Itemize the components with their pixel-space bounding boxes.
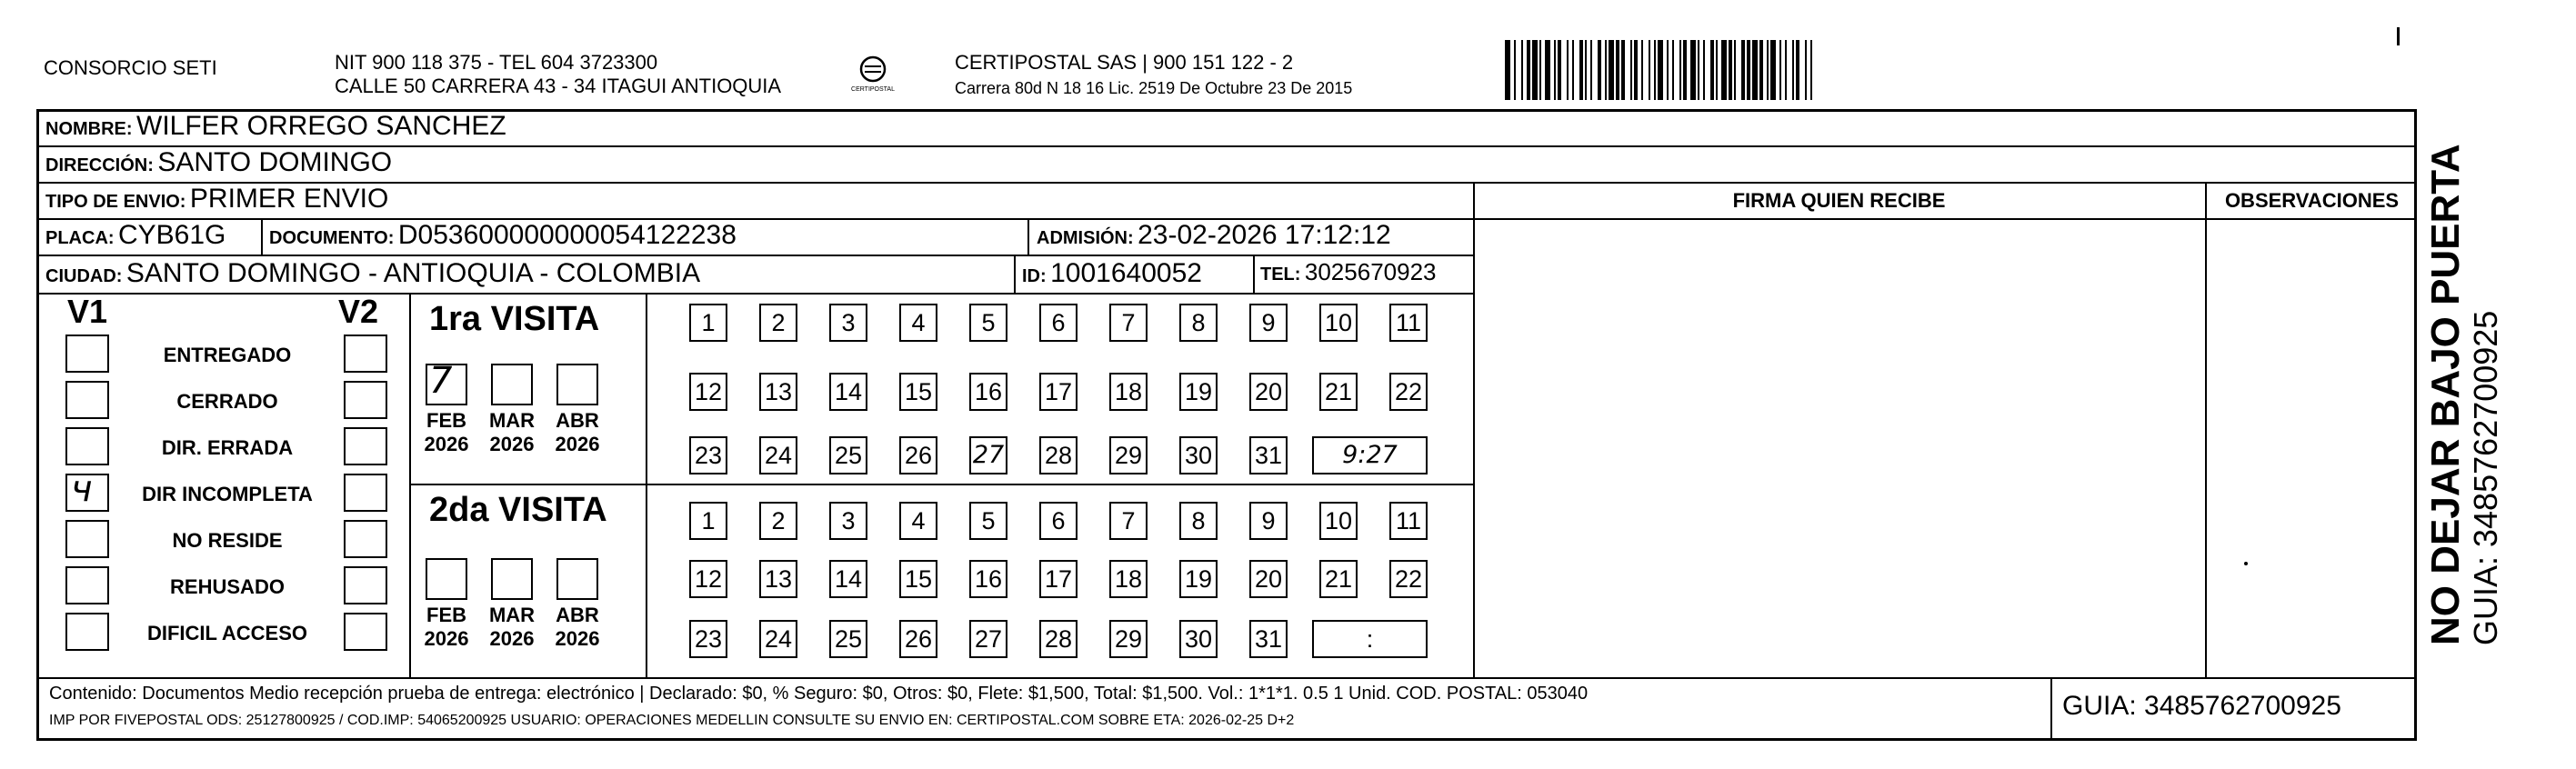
id-row: ID: 1001640052 bbox=[1022, 258, 1202, 288]
direccion-row: DIRECCIÓN: SANTO DOMINGO bbox=[45, 147, 393, 177]
day-checkbox[interactable]: 18 bbox=[1109, 560, 1148, 598]
v2-checkbox[interactable] bbox=[344, 381, 387, 419]
tel-row: TEL: 3025670923 bbox=[1260, 258, 1437, 285]
day-checkbox[interactable]: 14 bbox=[829, 560, 867, 598]
month-label: MAR 2026 bbox=[488, 409, 536, 455]
address-line: CALLE 50 CARRERA 43 - 34 ITAGUI ANTIOQUIA bbox=[335, 75, 782, 97]
day-checkbox[interactable]: 29 bbox=[1109, 436, 1148, 474]
nit-line: NIT 900 118 375 - TEL 604 3723300 bbox=[335, 51, 658, 74]
month-label: ABR 2026 bbox=[555, 409, 600, 455]
status-label: DIR INCOMPLETA bbox=[142, 483, 313, 505]
day-checkbox[interactable]: 24 bbox=[759, 620, 797, 658]
day-checkbox[interactable]: 23 bbox=[689, 436, 727, 474]
day-checkbox[interactable]: 8 bbox=[1179, 304, 1218, 342]
month-checkbox[interactable] bbox=[426, 360, 467, 405]
day-checkbox[interactable]: 15 bbox=[899, 560, 937, 598]
month-checkbox[interactable] bbox=[556, 558, 598, 600]
day-checkbox[interactable]: 14 bbox=[829, 373, 867, 411]
month-label: ABR 2026 bbox=[555, 604, 600, 650]
placa-value: CYB61G bbox=[118, 220, 226, 250]
v1-checkbox[interactable] bbox=[65, 381, 109, 419]
ciudad-value: SANTO DOMINGO - ANTIOQUIA - COLOMBIA bbox=[125, 258, 701, 288]
tel-value: 3025670923 bbox=[1304, 258, 1437, 285]
day-checkbox[interactable]: 31 bbox=[1249, 436, 1288, 474]
dot-mark bbox=[2244, 562, 2248, 565]
day-checkbox[interactable]: 4 bbox=[899, 304, 937, 342]
day-checkbox[interactable]: 24 bbox=[759, 436, 797, 474]
day-checkbox[interactable]: 3 bbox=[829, 502, 867, 540]
license-line: Carrera 80d N 18 16 Lic. 2519 De Octubre 23 De 2015 bbox=[955, 79, 1353, 97]
company-name: CONSORCIO SETI bbox=[44, 56, 217, 79]
v2-checkbox[interactable] bbox=[344, 613, 387, 651]
side-text bbox=[2424, 136, 2504, 645]
day-checkbox[interactable]: 17 bbox=[1039, 373, 1078, 411]
day-checkbox[interactable]: 29 bbox=[1109, 620, 1148, 658]
v2-checkbox[interactable] bbox=[344, 520, 387, 558]
day-checkbox[interactable]: 30 bbox=[1179, 436, 1218, 474]
month-label: FEB 2026 bbox=[424, 409, 469, 455]
v1-checkbox[interactable] bbox=[65, 468, 109, 512]
placa-row: PLACA: CYB61G bbox=[45, 220, 226, 250]
barcode bbox=[1505, 40, 1816, 100]
day-checkbox[interactable]: 31 bbox=[1249, 620, 1288, 658]
status-label: ENTREGADO bbox=[163, 344, 292, 366]
observaciones-header: OBSERVACIONES bbox=[2224, 189, 2400, 212]
v2-checkbox[interactable] bbox=[344, 474, 387, 512]
day-checkbox[interactable]: 12 bbox=[689, 560, 727, 598]
side-guia: GUIA: 3485762700925 bbox=[2467, 310, 2504, 645]
v1-checkbox[interactable] bbox=[65, 613, 109, 651]
day-checkbox[interactable]: 8 bbox=[1179, 502, 1218, 540]
month-label: FEB 2026 bbox=[424, 604, 469, 650]
checkmark-icon: ч bbox=[71, 468, 93, 510]
day-checkbox[interactable]: 1 bbox=[689, 502, 727, 540]
day-checkbox[interactable]: 25 bbox=[829, 436, 867, 474]
id-value: 1001640052 bbox=[1050, 258, 1202, 288]
v1-checkbox[interactable] bbox=[65, 335, 109, 373]
day-checkbox[interactable]: 21 bbox=[1319, 560, 1358, 598]
day-checkbox[interactable]: 27 bbox=[969, 436, 1007, 474]
side-warning: NO DEJAR BAJO PUERTA bbox=[2423, 144, 2468, 645]
v1-checkbox[interactable] bbox=[65, 427, 109, 465]
firma-header: FIRMA QUIEN RECIBE bbox=[1732, 189, 1946, 212]
day-checkbox[interactable]: 5 bbox=[969, 304, 1007, 342]
direccion-value: SANTO DOMINGO bbox=[157, 147, 393, 177]
day-checkbox[interactable]: 9 bbox=[1249, 304, 1288, 342]
v2-checkbox[interactable] bbox=[344, 566, 387, 604]
time-field[interactable]: : bbox=[1312, 620, 1428, 658]
nombre-row: NOMBRE: WILFER ORREGO SANCHEZ bbox=[45, 111, 506, 141]
documento-row: DOCUMENTO: D053600000000054122238 bbox=[269, 220, 737, 250]
status-label: CERRADO bbox=[176, 390, 278, 413]
checkmark-icon: 7 bbox=[429, 360, 453, 402]
v2-checkbox[interactable] bbox=[344, 335, 387, 373]
day-checkbox[interactable]: 16 bbox=[969, 373, 1007, 411]
documento-value: D053600000000054122238 bbox=[397, 220, 737, 250]
day-checkbox[interactable]: 23 bbox=[689, 620, 727, 658]
day-checkbox[interactable]: 1 bbox=[689, 304, 727, 342]
day-checkbox[interactable]: 2 bbox=[759, 304, 797, 342]
status-label: DIFICIL ACCESO bbox=[146, 622, 307, 644]
scan-mark bbox=[2397, 27, 2400, 45]
admision-value: 23-02-2026 17:12:12 bbox=[1138, 220, 1391, 250]
month-label: MAR 2026 bbox=[488, 604, 536, 650]
nombre-value: WILFER ORREGO SANCHEZ bbox=[136, 111, 506, 141]
ciudad-row: CIUDAD: SANTO DOMINGO - ANTIOQUIA - COLOMBIA bbox=[45, 258, 701, 288]
day-checkbox[interactable]: 2 bbox=[759, 502, 797, 540]
day-checkbox[interactable]: 7 bbox=[1109, 502, 1148, 540]
day-checkbox[interactable]: 7 bbox=[1109, 304, 1148, 342]
contenido-line: Contenido: Documentos Medio recepción prueba de entrega: electrónico | Declarado: $0, % Seguro: $0, Otros: $0, Flete: $1,500, Total: $1,500. Vol.: 1*1*1. 0.5 1 Unid. COD. POSTAL: 053040 bbox=[49, 684, 1589, 704]
tipo-envio-value: PRIMER ENVIO bbox=[189, 184, 389, 214]
day-checkbox[interactable]: 19 bbox=[1179, 560, 1218, 598]
month-checkbox[interactable] bbox=[556, 364, 598, 405]
day-checkbox[interactable]: 16 bbox=[969, 560, 1007, 598]
day-checkbox[interactable]: 11 bbox=[1389, 304, 1428, 342]
day-checkbox[interactable]: 9 bbox=[1249, 502, 1288, 540]
time-field[interactable]: 9:27 bbox=[1312, 436, 1428, 474]
day-checkbox[interactable]: 5 bbox=[969, 502, 1007, 540]
day-checkbox[interactable]: 3 bbox=[829, 304, 867, 342]
day-checkbox[interactable]: 27 bbox=[969, 620, 1007, 658]
day-checkbox[interactable]: 18 bbox=[1109, 373, 1148, 411]
barcode-bar bbox=[1812, 40, 1816, 100]
observations-area[interactable] bbox=[2207, 220, 2417, 677]
day-checkbox[interactable]: 28 bbox=[1039, 436, 1078, 474]
day-checkbox[interactable]: 22 bbox=[1389, 560, 1428, 598]
day-checkbox[interactable]: 17 bbox=[1039, 560, 1078, 598]
certipostal-logo bbox=[851, 55, 895, 93]
second-visit-title: 2da VISITA bbox=[429, 491, 607, 529]
day-checkbox[interactable]: 13 bbox=[759, 560, 797, 598]
day-checkbox[interactable]: 20 bbox=[1249, 373, 1288, 411]
day-checkbox[interactable]: 25 bbox=[829, 620, 867, 658]
day-checkbox[interactable]: 20 bbox=[1249, 560, 1288, 598]
day-checkbox[interactable]: 26 bbox=[899, 620, 937, 658]
v1-checkbox[interactable] bbox=[65, 566, 109, 604]
v1-checkbox[interactable] bbox=[65, 520, 109, 558]
signature-area[interactable] bbox=[1475, 220, 2205, 677]
day-checkbox[interactable]: 4 bbox=[899, 502, 937, 540]
tipo-envio-row: TIPO DE ENVIO: PRIMER ENVIO bbox=[45, 184, 389, 214]
v2-label: V2 bbox=[338, 293, 379, 330]
status-label: NO RESIDE bbox=[172, 529, 283, 552]
month-checkbox[interactable] bbox=[491, 364, 533, 405]
status-label: DIR. ERRADA bbox=[161, 436, 294, 459]
day-checkbox[interactable]: 19 bbox=[1179, 373, 1218, 411]
month-checkbox[interactable] bbox=[491, 558, 533, 600]
status-label: REHUSADO bbox=[170, 575, 285, 598]
day-checkbox[interactable]: 6 bbox=[1039, 502, 1078, 540]
day-checkbox[interactable]: 10 bbox=[1319, 502, 1358, 540]
day-checkbox[interactable]: 21 bbox=[1319, 373, 1358, 411]
certipostal-line: CERTIPOSTAL SAS | 900 151 122 - 2 bbox=[955, 51, 1294, 74]
imp-line: IMP POR FIVEPOSTAL ODS: 25127800925 / COD.IMP: 54065200925 USUARIO: OPERACIONES MEDELLIN CONSULTE SU ENVIO EN: CERTIPOSTAL.COM SOBRE ETA: 2026-02-25 D+2 bbox=[49, 713, 1295, 728]
v1-label: V1 bbox=[67, 293, 108, 330]
day-checkbox[interactable]: 22 bbox=[1389, 373, 1428, 411]
day-checkbox[interactable]: 13 bbox=[759, 373, 797, 411]
day-checkbox[interactable]: 15 bbox=[899, 373, 937, 411]
day-checkbox[interactable]: 10 bbox=[1319, 304, 1358, 342]
svg-text:CERTIPOSTAL: CERTIPOSTAL bbox=[851, 86, 895, 93]
guia-footer: GUIA: 3485762700925 bbox=[2062, 691, 2341, 721]
first-visit-title: 1ra VISITA bbox=[429, 300, 600, 338]
day-checkbox[interactable]: 11 bbox=[1389, 502, 1428, 540]
day-checkbox[interactable]: 6 bbox=[1039, 304, 1078, 342]
admision-row: ADMISIÓN: 23-02-2026 17:12:12 bbox=[1037, 220, 1391, 250]
day-checkbox[interactable]: 28 bbox=[1039, 620, 1078, 658]
month-checkbox[interactable] bbox=[426, 558, 467, 600]
day-checkbox[interactable]: 30 bbox=[1179, 620, 1218, 658]
v2-checkbox[interactable] bbox=[344, 427, 387, 465]
day-checkbox[interactable]: 26 bbox=[899, 436, 937, 474]
day-checkbox[interactable]: 12 bbox=[689, 373, 727, 411]
